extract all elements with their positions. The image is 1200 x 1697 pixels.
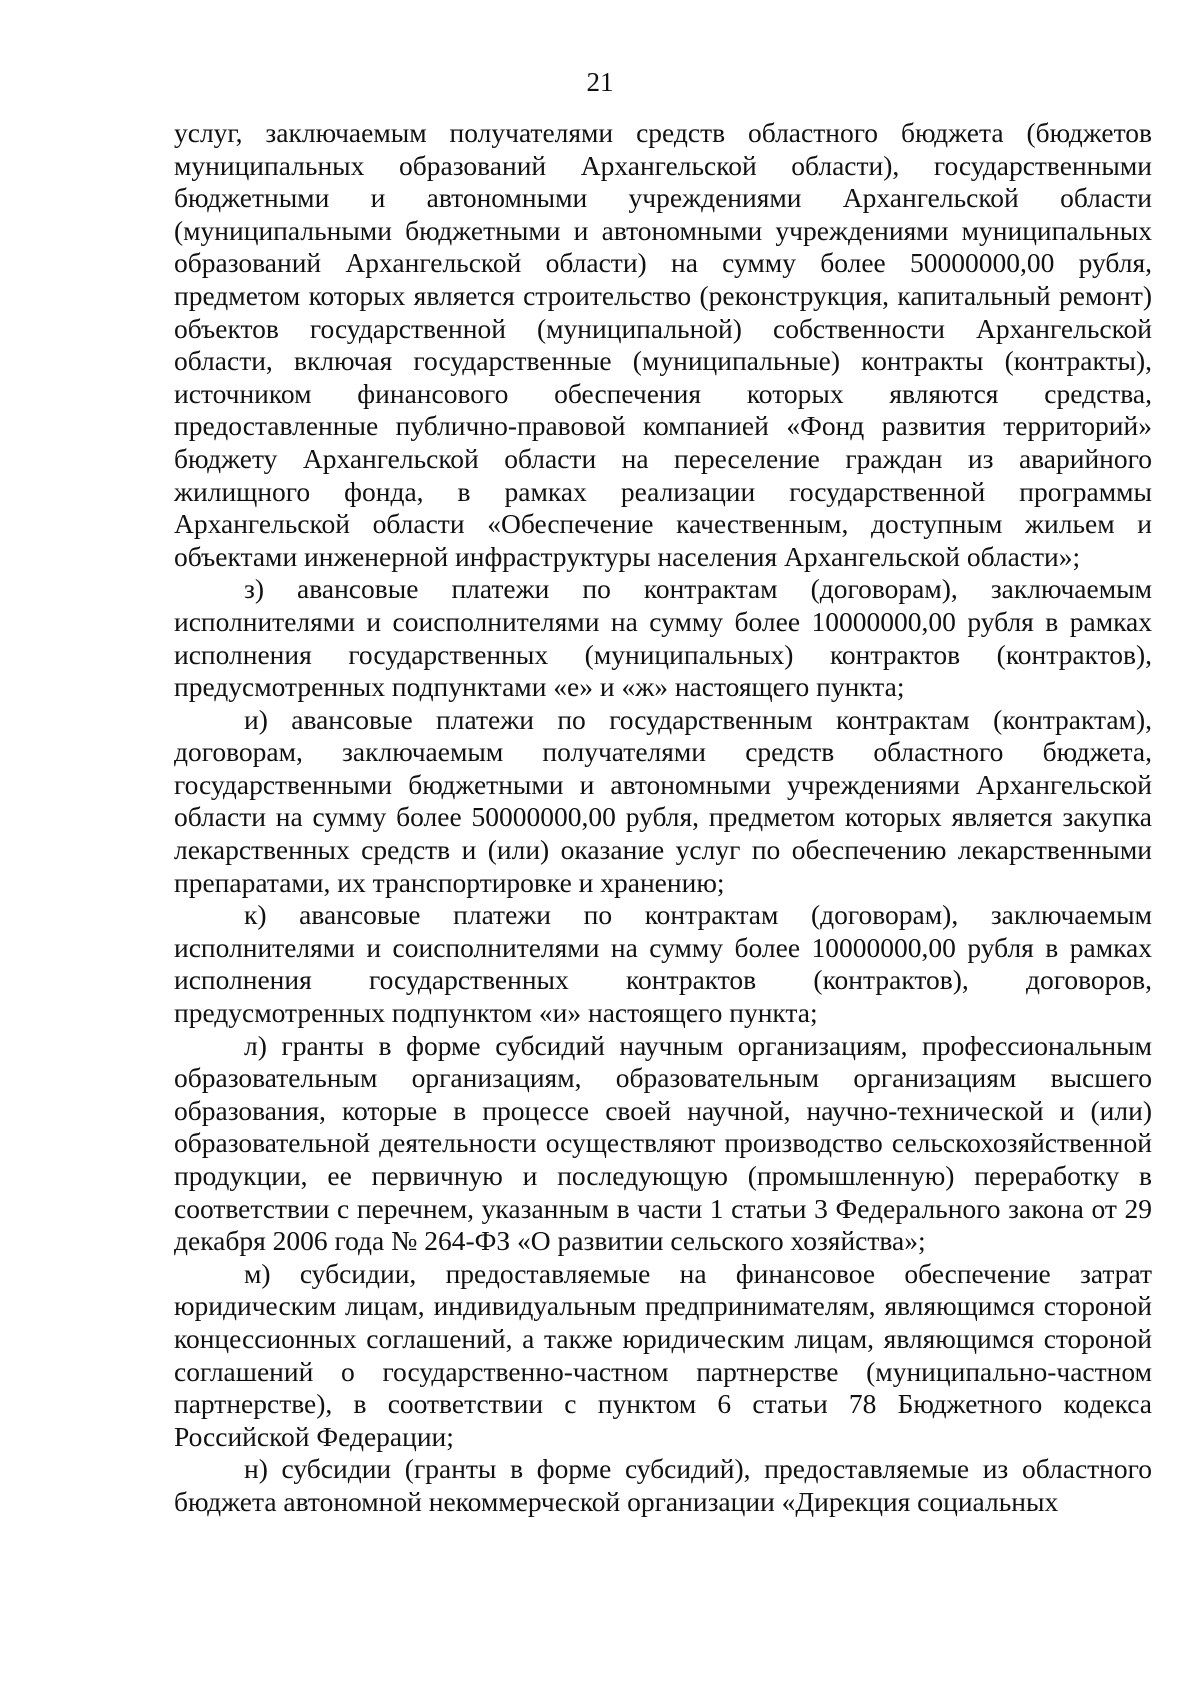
paragraph-item-k: к) авансовые платежи по контрактам (договорам), заключаемым исполнителями и соисполнителями на сумму более 10000000,00 рубля в рамках исполнения государственных контрактов (контрактов), договоров, предусмотренных подпунктом «и» настоящего пункта; [174,899,1152,1029]
page-number: 21 [586,67,614,97]
paragraph-item-m: м) субсидии, предоставляемые на финансовое обеспечение затрат юридическим лицам, индивидуальным предпринимателям, являющимся стороной концессионных соглашений, а также юридическим лицам, являющимся стороной соглашений о государственно-частном партнерстве (муниципально-частном партнерстве), в соответствии с пунктом 6 статьи 78 Бюджетного кодекса Российской Федерации; [174,1257,1152,1452]
paragraph-continuation: услуг, заключаемым получателями средств областного бюджета (бюджетов муниципальных образований Архангельской области), государственными бюджетными и автономными учреждениями Архангельской области (муниципальными бюджетными и автономными учреждениями муниципальных образований Архангельской области) на сумму более 50000000,00 рубля, предметом которых является строительство (реконструкция, капитальный ремонт) объектов государственной (муниципальной) собственности Архангельской области, включая государственные (муниципальные) контракты (контракты), источником финансового обеспечения которых являются средства, предоставленные публично-правовой компанией «Фонд развития территорий» бюджету Архангельской области на переселение граждан из аварийного жилищного фонда, в рамках реализации государственной программы Архангельской области «Обеспечение качественным, доступным жильем и объектами инженерной инфраструктуры населения Архангельской области»; [174,117,1152,572]
paragraph-item-n: н) субсидии (гранты в форме субсидий), предоставляемые из областного бюджета автономной некоммерческой организации «Дирекция социальных [174,1453,1152,1517]
paragraph-item-z: з) авансовые платежи по контрактам (договорам), заключаемым исполнителями и соисполнителями на сумму более 10000000,00 рубля в рамках исполнения государственных (муниципальных) контрактов (контрактов), предусмотренных подпунктами «е» и «ж» настоящего пункта; [174,573,1152,703]
paragraph-item-i: и) авансовые платежи по государственным контрактам (контрактам), договорам, заключаемым получателями средств областного бюджета, государственными бюджетными и автономными учреждениями Архангельской области на сумму более 50000000,00 рубля, предметом которых является закупка лекарственных средств и (или) оказание услуг по обеспечению лекарственными препаратами, их транспортировке и хранению; [174,703,1152,898]
document-body [174,117,1152,1519]
paragraph-item-l: л) гранты в форме субсидий научным организациям, профессиональным образовательным организациям, образовательным организациям высшего образования, которые в процессе своей научной, научно-технической и (или) образовательной деятельности осуществляют производство сельскохозяйственной продукции, ее первичную и последующую (промышленную) переработку в соответствии с перечнем, указанным в части 1 статьи 3 Федерального закона от 29 декабря 2006 года № 264-ФЗ «О развитии сельского хозяйства»; [174,1029,1152,1257]
